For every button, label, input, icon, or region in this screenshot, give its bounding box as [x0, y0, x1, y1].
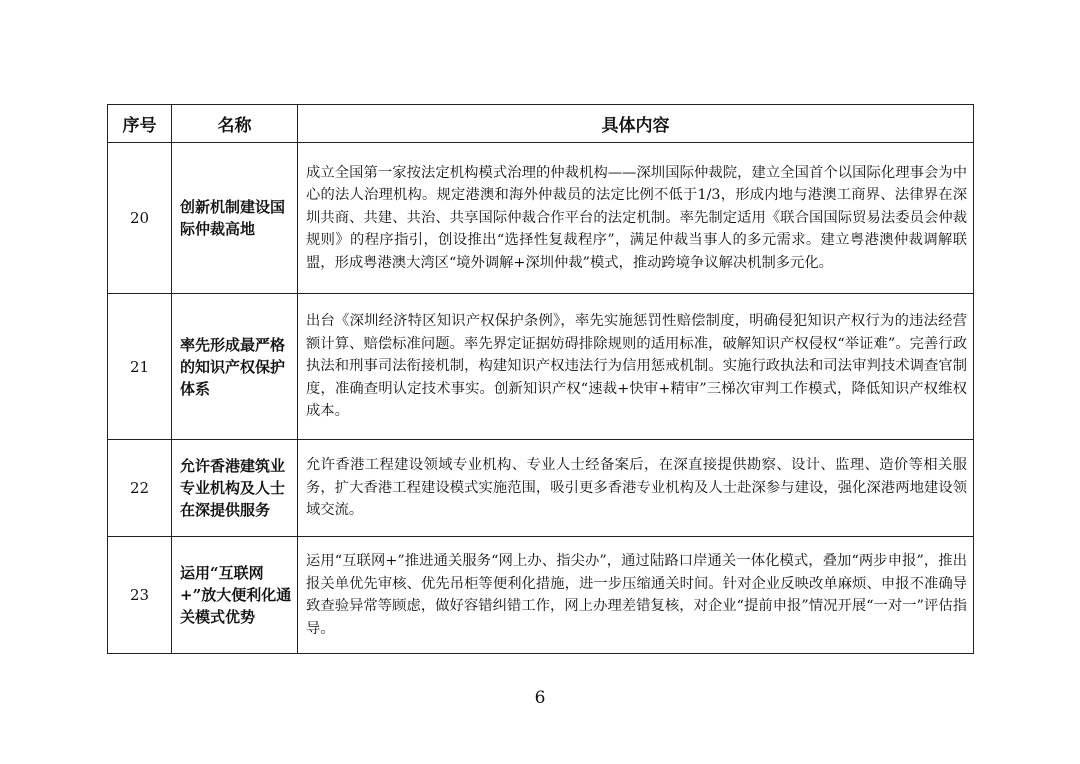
header-content: 具体内容	[298, 105, 974, 143]
row-name: 允许香港建筑业专业机构及人士在深提供服务	[172, 440, 298, 537]
row-name: 率先形成最严格的知识产权保护体系	[172, 294, 298, 440]
table-row	[108, 294, 974, 440]
row-content: 出台《深圳经济特区知识产权保护条例》，率先实施惩罚性赔偿制度，明确侵犯知识产权行为的违法经营额计算、赔偿标准问题。率先界定证据妨碍排除规则的适用标准，破解知识产权侵权“举证难”。完善行政执法和刑事司法衔接机制，构建知识产权违法行为信用惩戒机制。实施行政执法和司法审判技术调查官制度，准确查明认定技术事实。创新知识产权“速裁+快审+精审”三梯次审判工作模式，降低知识产权维权成本。	[298, 294, 974, 440]
table-row	[108, 440, 974, 537]
page-number: 6	[534, 688, 546, 708]
row-number: 23	[108, 537, 172, 654]
row-number: 22	[108, 440, 172, 537]
row-name: 运用“互联网+”放大便利化通关模式优势	[172, 537, 298, 654]
row-name: 创新机制建设国际仲裁高地	[172, 143, 298, 294]
row-content: 允许香港工程建设领域专业机构、专业人士经备案后，在深直接提供勘察、设计、监理、造价等相关服务，扩大香港工程建设模式实施范围，吸引更多香港专业机构及人士赴深参与建设，强化深港两地建设领域交流。	[298, 440, 974, 537]
row-number: 20	[108, 143, 172, 294]
table-row	[108, 537, 974, 654]
table-row	[108, 143, 974, 294]
header-name: 名称	[172, 105, 298, 143]
row-content: 运用“互联网+”推进通关服务“网上办、指尖办”，通过陆路口岸通关一体化模式，叠加“两步申报”，推出报关单优先审核、优先吊柜等便利化措施，进一步压缩通关时间。针对企业反映改单麻烦、申报不准确导致查验异常等顾虑，做好容错纠错工作，网上办理差错复核，对企业“提前申报”情况开展“一对一”评估指导。	[298, 537, 974, 654]
measures-table	[107, 104, 974, 654]
header-number: 序号	[108, 105, 172, 143]
row-number: 21	[108, 294, 172, 440]
table-header-row	[108, 105, 974, 143]
row-content: 成立全国第一家按法定机构模式治理的仲裁机构——深圳国际仲裁院，建立全国首个以国际化理事会为中心的法人治理机构。规定港澳和海外仲裁员的法定比例不低于1/3，形成内地与港澳工商界、法律界在深圳共商、共建、共治、共享国际仲裁合作平台的法定机制。率先制定适用《联合国国际贸易法委员会仲裁规则》的程序指引，创设推出“选择性复裁程序”，满足仲裁当事人的多元需求。建立粤港澳仲裁调解联盟，形成粤港澳大湾区“境外调解+深圳仲裁”模式，推动跨境争议解决机制多元化。	[298, 143, 974, 294]
